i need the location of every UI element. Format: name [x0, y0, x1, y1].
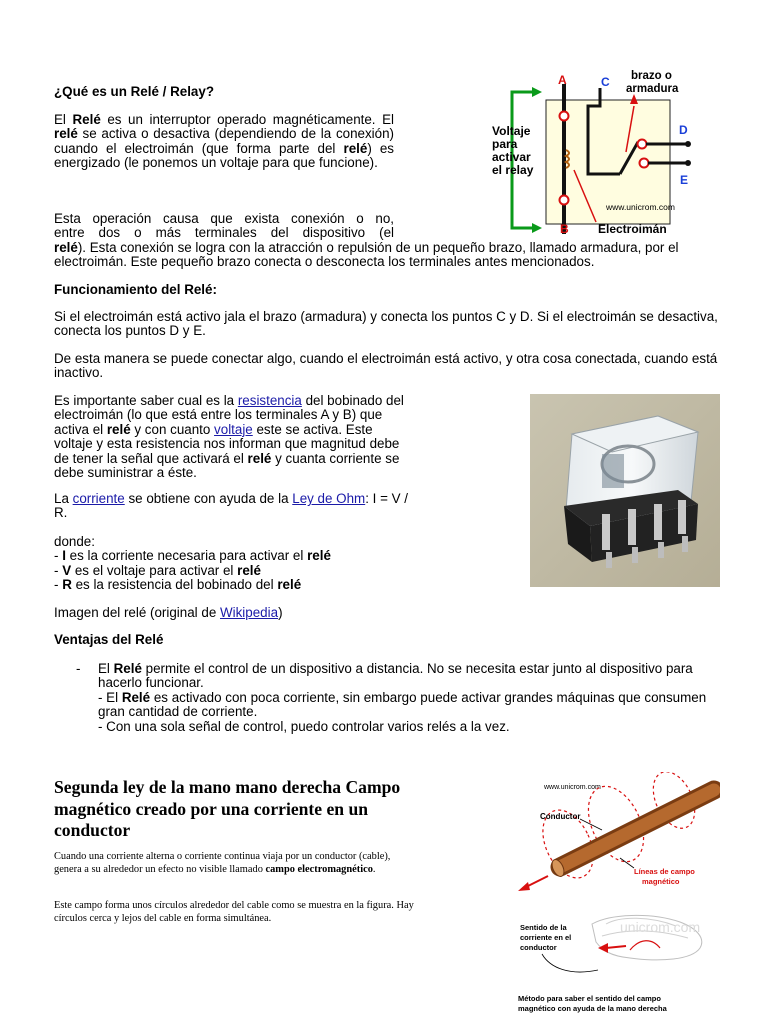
pointer-line [542, 954, 598, 972]
arrow-icon [518, 882, 530, 891]
label-electroiman: Electroimán [598, 222, 667, 236]
list-bullet: - [76, 661, 81, 676]
terminal-b-icon [560, 196, 569, 205]
current-indicator [606, 946, 626, 948]
relay-pin [658, 542, 664, 558]
contact-e-icon [640, 159, 649, 168]
link-corriente[interactable]: corriente [72, 491, 125, 506]
label-metodo-1: Método para saber el sentido del campo [518, 994, 661, 1003]
pointer-line [580, 819, 602, 830]
field-url: www.unicrom.com [544, 784, 601, 791]
label-el-relay: el relay [492, 163, 534, 177]
terminal-a-icon [560, 112, 569, 121]
paragraph-campo-2: Este campo forma unos círculos alrededor del cable como se muestra en la figura. Hay círculos cerca y lejos del cable en forma simultánea. [54, 900, 414, 924]
link-ley-de-ohm[interactable]: Ley de Ohm [292, 491, 366, 506]
relay-pin [654, 504, 662, 540]
relay-pin [602, 514, 610, 550]
section-title-funcionamiento: Funcionamiento del Relé: [54, 282, 217, 297]
paragraph-funcionamiento: Si el electroimán está activo jala el brazo (armadura) y conecta los puntos C y D. Si el electroimán se desactiva, conecta los puntos D y E. [54, 309, 718, 339]
arrow-icon [532, 223, 542, 233]
arrow-icon [630, 94, 638, 104]
section-title-rele: ¿Qué es un Relé / Relay? [54, 84, 214, 99]
paragraph-resistencia: Es importante saber cual es la resistencia del bobinado del electroimán (lo que está entre los terminales A y B) que activa el relé y con cuanto voltaje este se activa. Este voltaje y esta resistencia nos informan que magnitud debe de tener la señal que activará el relé y cuanta corriente se debe suministrar a éste. [54, 393, 404, 481]
arrow-icon [532, 87, 542, 97]
coil-core [602, 454, 624, 488]
relay-pin [606, 552, 612, 568]
var-r: - R es la resistencia del bobinado del relé [54, 577, 302, 593]
label-lineas-1: Líneas de campo [634, 867, 695, 876]
paragraph-ohm: La corriente se obtiene con ayuda de la Ley de Ohm: I = V / R. [54, 491, 408, 521]
relay-pin [682, 536, 688, 552]
label-sentido-1: Sentido de la [520, 923, 567, 932]
terminal-d-dot [685, 141, 691, 147]
paragraph-operation: Esta operación causa que exista conexión o no, entre dos o más terminales del dispositivo (el relé). Esta conexión se logra con la atracción o repulsión de un pequeño brazo, llamado armadura, por el electroimán. Este pequeño brazo conecta o desconecta los terminales antes mencionados. [54, 211, 679, 270]
relay-pin [632, 547, 638, 563]
label-b: B [560, 222, 569, 236]
label-c: C [601, 75, 610, 89]
conductor-rod-highlight [560, 790, 714, 867]
list-item: - Con una sola señal de control, puedo controlar varios relés a la vez. [98, 718, 510, 734]
magnetic-field-diagram [510, 772, 720, 1016]
variables-list [54, 535, 409, 593]
link-voltaje[interactable]: voltaje [214, 421, 253, 437]
label-brazo: brazo o [631, 70, 672, 82]
label-metodo-2: magnético con ayuda de la mano derecha [518, 1004, 667, 1013]
link-resistencia[interactable]: resistencia [237, 393, 302, 408]
link-wikipedia[interactable]: Wikipedia [220, 605, 279, 620]
watermark: unicrom.com [620, 919, 701, 935]
section-title-ventajas: Ventajas del Relé [54, 632, 164, 647]
section-heading-mano-derecha: Segunda ley de la mano mano derecha Campo magnético creado por una corriente en un conductor [54, 777, 401, 840]
paragraph-intro: El Relé es un interruptor operado magnéticamente. El relé se activa o desactiva (dependiendo de la conexión) cuando el electroimán (que forma parte del relé) es energizado (le ponemos un voltaje para que funcione). [54, 112, 394, 171]
contact-d-icon [638, 140, 647, 149]
label-a: A [558, 73, 567, 87]
label-sentido-2: corriente en el [520, 933, 572, 942]
label-armadura: armadura [626, 83, 679, 95]
label-para: para [492, 137, 518, 151]
label-voltaje: Voltaje [492, 124, 531, 138]
var-v: - V es el voltaje para activar el relé [54, 562, 261, 578]
label-lineas-2: magnético [642, 877, 680, 886]
paragraph-conexion: De esta manera se puede conectar algo, cuando el electroimán está activo, y otra cosa conectada, cuando está inactivo. [54, 351, 718, 381]
list-item: El Relé permite el control de un dispositivo a distancia. No se necesita estar junto al dispositivo para hacerlo funcionar. [98, 661, 693, 691]
relay-pin [678, 500, 686, 534]
relay-schematic-diagram [488, 66, 710, 238]
label-d: D [679, 123, 688, 137]
label-conductor: Conductor [540, 812, 581, 821]
label-e: E [680, 173, 689, 187]
list-item: - El Relé es activado con poca corriente, sin embargo puede activar grandes máquinas que consumen gran cantidad de corriente. [98, 689, 707, 720]
var-i: - I es la corriente necesaria para activar el relé [54, 548, 331, 564]
arrow-icon [598, 943, 608, 953]
donde-label: donde: [54, 534, 95, 549]
label-url: www.unicrom.com [606, 202, 675, 212]
label-sentido-3: conductor [520, 943, 557, 952]
terminal-e-dot [685, 160, 691, 166]
pointer-line [620, 858, 634, 868]
relay-photo [530, 394, 720, 587]
label-activar: activar [492, 150, 531, 164]
field-curl [630, 941, 660, 950]
ventajas-list [76, 662, 716, 734]
image-caption: Imagen del relé (original de Wikipedia) [54, 605, 283, 620]
relay-pin [628, 509, 636, 545]
paragraph-campo-1: Cuando una corriente alterna o corriente continua viaja por un conductor (cable), genera a su alrededor un efecto no visible llamado campo electromagnético. [54, 851, 391, 875]
